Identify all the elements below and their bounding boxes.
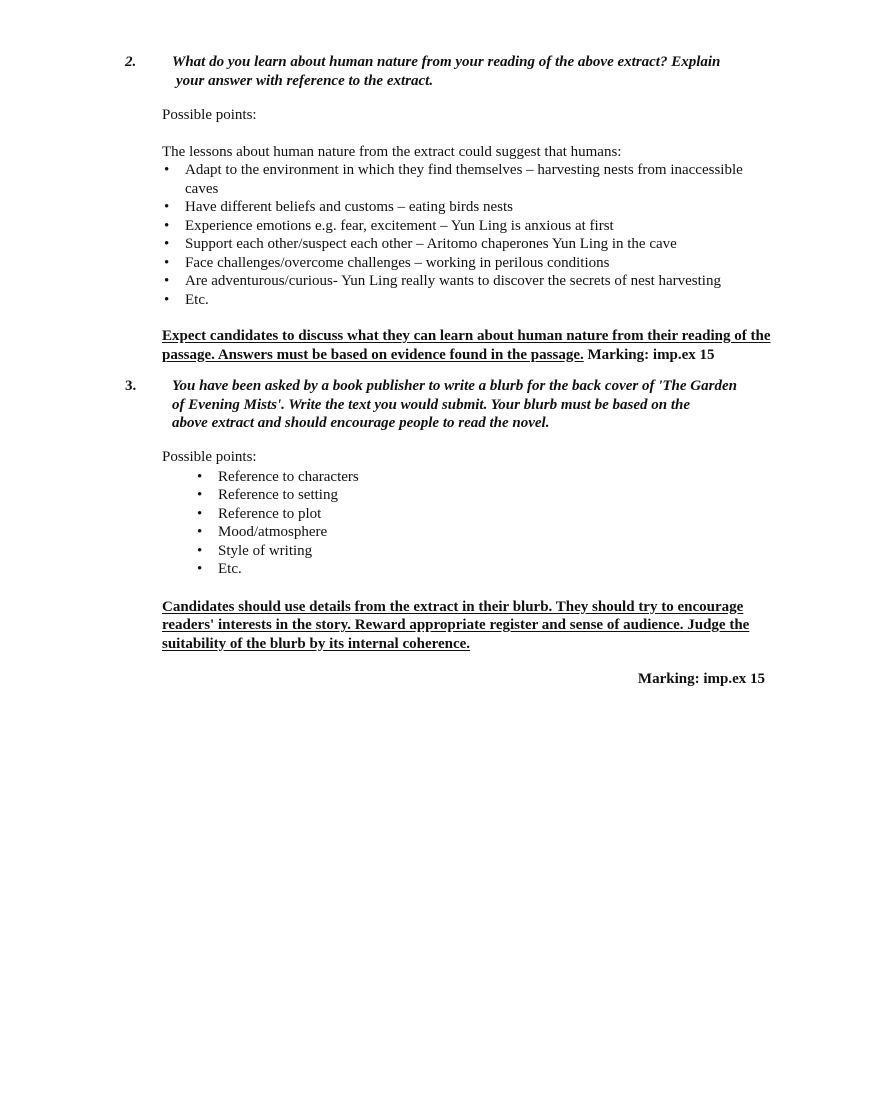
list-item: • Reference to plot bbox=[162, 505, 772, 524]
question-text-line: above extract and should encourage people to read the novel. bbox=[172, 415, 550, 431]
question-2 bbox=[125, 53, 785, 90]
q3-marking: Marking: imp.ex 15 bbox=[637, 671, 765, 687]
list-item: • Reference to characters bbox=[162, 468, 772, 487]
question-number: 2. bbox=[125, 54, 137, 70]
q3-note: Candidates should use details from the extract in their blurb. They should try to encourage readers' interests in the story. Reward appropriate register and sense of audience. Judge the suitability of the blurb by its internal coherence. bbox=[162, 598, 750, 652]
list-item: • Face challenges/overcome challenges – working in perilous conditions bbox=[162, 254, 772, 273]
list-item: • Style of writing bbox=[162, 542, 772, 561]
list-item: • Etc. bbox=[162, 560, 772, 579]
q3-body bbox=[125, 448, 785, 653]
question-text bbox=[172, 53, 772, 90]
possible-points-label: Possible points: bbox=[162, 107, 257, 123]
q3-marking-note bbox=[162, 598, 772, 654]
list-item: • Have different beliefs and customs – eating birds nests bbox=[162, 198, 772, 217]
question-text bbox=[172, 377, 772, 433]
question-3 bbox=[125, 377, 785, 433]
list-item: • Are adventurous/curious- Yun Ling really wants to discover the secrets of nest harvesting bbox=[162, 272, 772, 291]
q2-marking: Marking: imp.ex 15 bbox=[587, 346, 715, 363]
q2-intro: The lessons about human nature from the extract could suggest that humans: bbox=[162, 143, 622, 160]
question-text-line: of Evening Mists'. Write the text you would submit. Your blurb must be based on the bbox=[172, 396, 691, 413]
question-text-line: What do you learn about human nature from your reading of the above extract? Explain bbox=[172, 54, 721, 70]
list-item: • Mood/atmosphere bbox=[162, 523, 772, 542]
list-item: • Support each other/suspect each other – Aritomo chaperones Yun Ling in the cave bbox=[162, 235, 772, 254]
list-item: • Adapt to the environment in which they find themselves – harvesting nests from inaccessible caves bbox=[162, 161, 772, 198]
question-number: 3. bbox=[125, 378, 137, 394]
q2-note: Expect candidates to discuss what they can learn about human nature from their reading of the passage. Answers must be based on evidence found in the passage. bbox=[162, 328, 771, 363]
q2-body bbox=[125, 106, 785, 364]
list-item: • Experience emotions e.g. fear, excitement – Yun Ling is anxious at first bbox=[162, 217, 772, 236]
possible-points-label: Possible points: bbox=[162, 449, 257, 465]
list-item: • Reference to setting bbox=[162, 486, 772, 505]
q3-points-list bbox=[162, 468, 772, 579]
question-text-line: You have been asked by a book publisher to write a blurb for the back cover of 'The Garden bbox=[172, 378, 737, 394]
list-item: • Etc. bbox=[162, 291, 772, 310]
q2-points-list bbox=[162, 161, 772, 309]
question-text-line: your answer with reference to the extract. bbox=[176, 72, 434, 89]
q2-marking-note bbox=[162, 327, 772, 364]
